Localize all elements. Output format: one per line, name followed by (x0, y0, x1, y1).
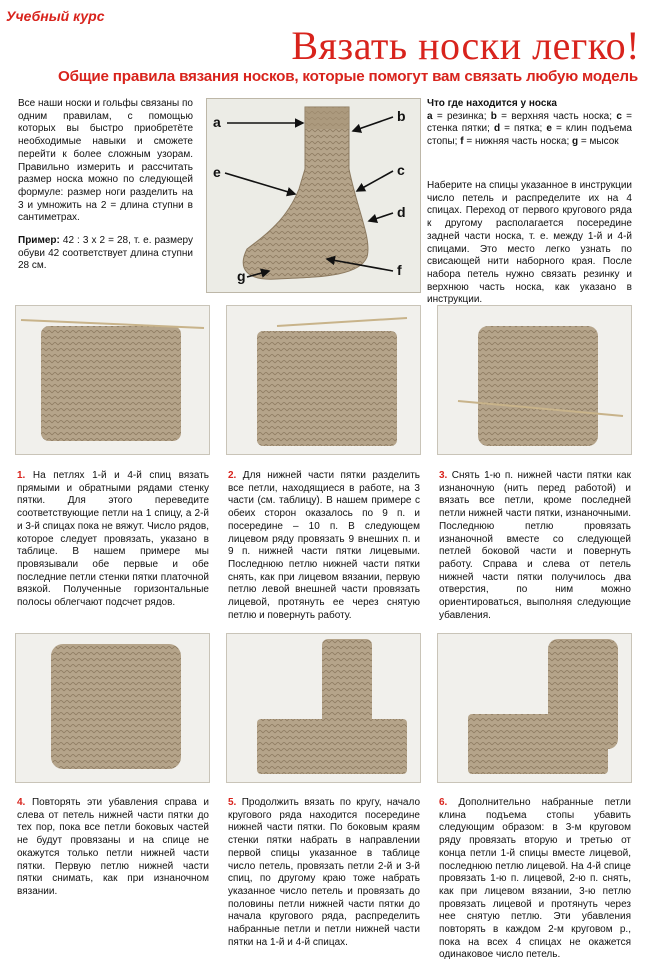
sock-diagram-photo (206, 98, 421, 293)
intro-example (18, 235, 193, 273)
step-6-body: Дополнительно набранные петли клина подъема стопы убавить следующим образом: в 3-м круговом ряду провязать вторую и третью от конца петли 1-й спицы вместе лицевой, последнюю петлю лицевой. На 4-й спице провязать 1-ю п. лицевой, 2-ю п. снять, как при лицевом вязании, 3-ю петлю провязать лицевой и протянуть через нее снятую петлю. Эти убавления повторять в каждом 2-м круговом р., пока на всех 4 спицах не окажется одинаковое число петель. (439, 797, 632, 961)
step-3-text (439, 470, 631, 622)
step-4-body: Повторять эти убавления справа и слева от петель нижней части пятки до тех пор, пока все петли боковых частей не будут провязаны и на спице не окажутся только петли нижней части пятки. Первую петлю нижней части пятки снимать, как при изнаночном вязании. (17, 797, 210, 897)
label-c: c (397, 162, 405, 178)
label-g: g (237, 268, 246, 284)
knit-swatch-2 (227, 306, 420, 454)
legend-text-a: = резинка; (432, 110, 491, 122)
intro-paragraph: Все наши носки и гольфы связаны по одним правилам, с помощью которых вы быстро приобретёте необходимые навыки и сможете перейти к более сложным узорам. Правильно измерить и рассчитать размер носка можно по следующей формуле: размер ноги разделить на 3 и умножить на 2 = длина ступни в сантиметрах. (18, 98, 193, 224)
knit-swatch-5 (227, 634, 420, 782)
step-1-photo (15, 305, 210, 455)
legend-text-e: = клин подъема стопы; (427, 123, 632, 148)
step-1-text (17, 470, 209, 610)
legend-items (427, 111, 632, 149)
intro-text (18, 98, 193, 273)
step-3-photo (437, 305, 632, 455)
legend-paragraph: Наберите на спицы указанное в инструкции число петель и распределите их на 4 спицах. Переход от первого кругового ряда к другому располагается посередине задней части носка, т. е. между 1-й и 4-й спицами. Это место легко узнать по свисающей нити наборного края. После набора петель нужно связать резинку и верхнюю часть носка, как указано в инструкции. (427, 180, 632, 306)
legend-text-b: = верхняя часть носка; (496, 110, 613, 122)
step-6-photo (437, 633, 632, 783)
legend-key-g: g (572, 136, 579, 148)
step-5-body: Продолжить вязать по кругу, начало кругового ряда находится посередине нижней части пятки. По боковым краям стенки пятки набрать в направлении первой спицы указанное в таблице число петель, провязать петли 2-й и 3-й спиц, по другому краю тоже набрать указанное число петель и провязать до половины петли нижней части пятки до начала кругового ряда, распределить набранные петли и петли нижней части пятки на 1-й и 4-й спицах. (228, 797, 420, 948)
page-title: Вязать носки легко! (291, 23, 640, 68)
legend-text-d: = пятка; (500, 123, 547, 135)
page-subtitle: Общие правила вязания носков, которые помогут вам связать любую модель (57, 68, 638, 85)
ribbing-band (305, 107, 349, 129)
step-4-photo (15, 633, 210, 783)
knit-swatch-4 (16, 634, 209, 782)
legend-key-b: b (490, 110, 497, 122)
label-e: e (213, 164, 221, 180)
legend-text-f: = нижняя часть носка; (463, 136, 570, 148)
legend-key-e: e (546, 123, 552, 135)
legend-key-d: d (493, 123, 501, 135)
step-2-text (228, 470, 420, 622)
step-6-number: 6. (439, 797, 448, 808)
knit-swatch-1 (16, 306, 209, 454)
step-4-text (17, 797, 209, 899)
sock-illustration (207, 99, 420, 292)
legend-text-g: = мысок (578, 136, 619, 148)
legend-key-c: c (616, 110, 622, 122)
step-5-text (228, 797, 420, 949)
legend-title: Что где находится у носка (427, 98, 557, 109)
example-text: 42 : 3 х 2 = 28, т. е. размеру обуви 42 соответствует длина ступни 28 см. (18, 235, 194, 272)
step-4-number: 4. (17, 797, 26, 808)
knit-swatch-6 (438, 634, 631, 782)
sock-shape (243, 107, 368, 279)
label-d: d (397, 204, 406, 220)
step-3-body: Снять 1-ю п. нижней части пятки как изнаночную (нить перед работой) и вязать все петли, кроме последней петли нижней части пятки, изнаночными. Последнюю петлю провязать изнаночной вместе со следующей петлей боковой части и повернуть работу. Справа и слева от петель нижней части пятки получилось два отверстия, по ним можно ориентироваться, выполняя следующие убавления. (439, 470, 631, 621)
knit-swatch-3 (438, 306, 631, 454)
step-5-number: 5. (228, 797, 237, 808)
step-5-photo (226, 633, 421, 783)
label-f: f (397, 262, 402, 278)
legend (427, 98, 632, 149)
label-a: a (213, 114, 221, 130)
step-2-body: Для нижней части пятки разделить все петли, находящиеся в работе, на 3 части (см. таблицу). В нашем примере с обеих сторон оказалось по 9 п. и посередине – 10 п. В следующем лицевом ряду провязать 9 внешних п. и 9 п. нижней части пятки лицевыми. Последнюю петлю нижней части пятки снять, как при лицевом вязании, первую петлю левой внешней части провязать лицевой, протянуть ее через снятую петлю и повернуть работу. (228, 470, 420, 621)
legend-key-f: f (460, 136, 464, 148)
label-b: b (397, 108, 406, 124)
step-3-number: 3. (439, 470, 448, 481)
legend-text-c: = стенка пятки; (427, 110, 632, 135)
step-2-number: 2. (228, 470, 237, 481)
step-1-number: 1. (17, 470, 26, 481)
section-kicker: Учебный курс (6, 8, 105, 24)
step-6-text (439, 797, 631, 962)
step-1-body: На петлях 1-й и 4-й спиц вязать прямыми и обратными рядами стенку пятки. Для этого переведите соответствующие петли на 1 спицу, а 2-й и 3-й спицах пока не вяжут. Число рядов, которое следует провязать, указано в таблице. В нашем примере мы провязывали обе первые и обе последние петли стенки пятки платочной вязкой. Полученные горизонтальные полосы облегчают подсчет рядов. (17, 470, 209, 609)
legend-key-a: a (427, 110, 433, 122)
step-2-photo (226, 305, 421, 455)
example-label: Пример: (18, 235, 60, 247)
